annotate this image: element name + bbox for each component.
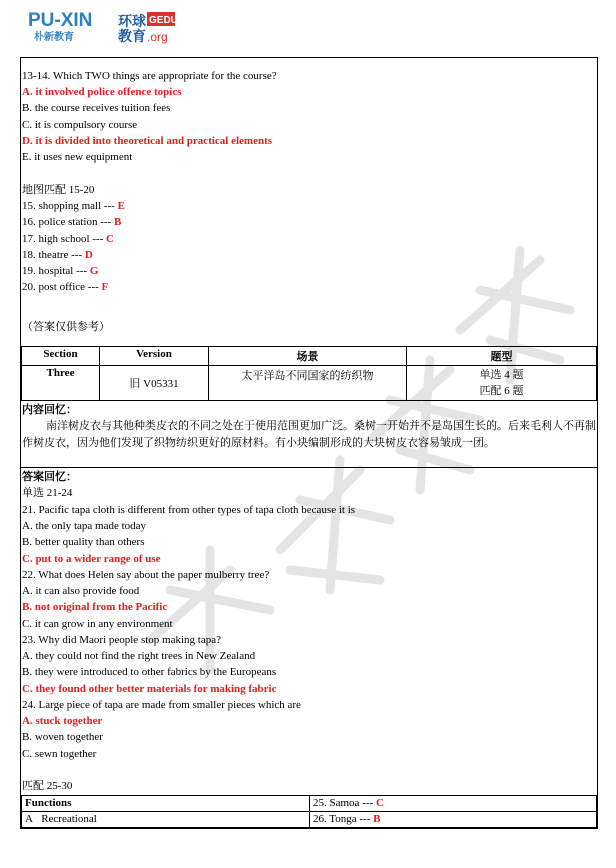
q24-option-a: A. stuck together	[22, 715, 103, 727]
svg-text:.org: .org	[147, 30, 168, 44]
map-item: 20. post office --- F	[22, 281, 109, 293]
q23-option-a: A. they could not find the right trees in New Zealand	[22, 650, 256, 662]
q21-option-a: A. the only tapa made today	[22, 520, 147, 532]
type-value: 单选 4 题 匹配 6 题	[407, 366, 597, 401]
q24-stem: 24. Large piece of tapa are made from smaller pieces which are	[22, 699, 301, 711]
svg-text:朴新教育: 朴新教育	[34, 32, 74, 43]
version-value: 旧 V05331	[100, 366, 209, 401]
scene-value: 太平洋岛不同国家的纺织物	[209, 366, 407, 401]
matching-table	[21, 795, 597, 828]
mc-heading: 单选 21-24	[22, 487, 73, 499]
match-row-26: 26. Tonga --- B	[310, 812, 597, 828]
q23-stem: 23. Why did Maori people stop making tapa?	[22, 634, 221, 646]
puxin-gedu-logo	[26, 6, 206, 46]
q22-option-b: B. not original from the Pacific	[22, 601, 168, 613]
q13-option-e: E. it uses new equipment	[22, 151, 133, 163]
q21-option-c: C. put to a wider range of use	[22, 553, 161, 565]
map-item: 19. hospital --- G	[22, 265, 99, 277]
svg-text:环球: 环球	[118, 14, 146, 30]
content-paragraph: 南洋树皮衣与其他种类皮衣的不同之处在于使用范围更加广泛。桑树一开始并不是岛国生长的。后来毛利人不再制作树皮衣，因为他们发现了织物纺织更好的原材料。有小块编制形成的大块树皮衣容易皱成一团。	[22, 420, 596, 449]
q13-option-d: D. it is divided into theoretical and practical elements	[22, 135, 273, 147]
function-item-a: A Recreational	[22, 812, 310, 828]
col-header-version: Version	[100, 347, 209, 366]
col-header-type: 题型	[407, 347, 597, 366]
map-item: 15. shopping mall --- E	[22, 200, 125, 212]
q21-stem: 21. Pacific tapa cloth is different from other types of tapa cloth because it is	[22, 504, 356, 516]
svg-text:PU-XIN: PU-XIN	[28, 10, 93, 31]
q23-option-b: B. they were introduced to other fabrics by the Europeans	[22, 666, 277, 678]
q13-option-a: A. it involved police offence topics	[22, 86, 182, 98]
q22-stem: 22. What does Helen say about the paper mulberry tree?	[22, 569, 270, 581]
col-header-scene: 场景	[209, 347, 407, 366]
svg-text:教育: 教育	[118, 29, 146, 45]
q22-option-a: A. it can also provide food	[22, 585, 140, 597]
map-item: 16. police station --- B	[22, 216, 122, 228]
content-heading: 内容回忆：	[22, 404, 77, 416]
divider	[20, 467, 598, 468]
q13-option-b: B. the course receives tuition fees	[22, 102, 171, 114]
match-heading: 匹配 25-30	[22, 780, 73, 792]
map-item: 17. high school --- C	[22, 233, 114, 245]
q24-option-b: B. woven together	[22, 731, 103, 743]
q13-option-c: C. it is compulsory course	[22, 119, 138, 131]
map-item: 18. theatre --- D	[22, 249, 93, 261]
match-row-25: 25. Samoa --- C	[310, 796, 597, 812]
q21-option-b: B. better quality than others	[22, 536, 145, 548]
svg-text:GEDU: GEDU	[149, 15, 178, 26]
q22-option-c: C. it can grow in any environment	[22, 618, 173, 630]
q24-option-c: C. sewn together	[22, 748, 97, 760]
answer-note: （答案仅供参考）	[22, 321, 110, 333]
section-info-table	[21, 346, 597, 401]
functions-header: Functions	[22, 796, 310, 812]
answers-heading: 答案回忆：	[22, 471, 77, 483]
q23-option-c: C. they found other better materials for making fabric	[22, 683, 277, 695]
map-heading: 地图匹配 15-20	[22, 184, 95, 196]
section-value: Three	[22, 366, 100, 401]
q13-stem: 13-14. Which TWO things are appropriate for the course?	[22, 70, 277, 82]
col-header-section: Section	[22, 347, 100, 366]
